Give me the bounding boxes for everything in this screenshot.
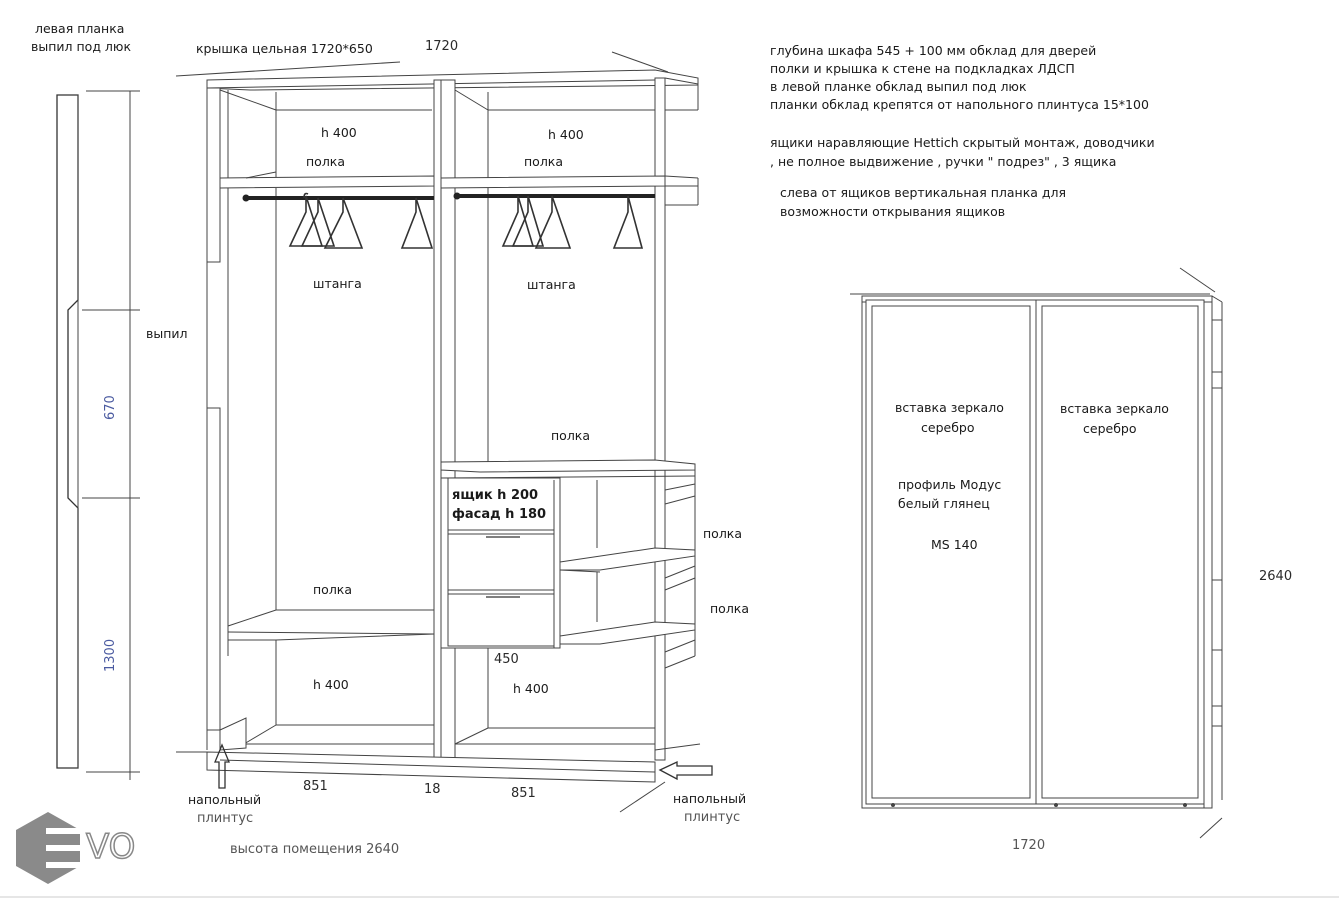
note-6: , не полное выдвижение , ручки " подрез" , 3 ящика	[770, 154, 1117, 169]
shelf-mid-right: полка	[551, 428, 591, 443]
front-width: 1720	[1012, 838, 1046, 853]
plinth-left-2: плинтус	[197, 811, 254, 826]
shelf-bottom-left: полка	[313, 582, 353, 597]
left-strip-title-1: левая планка	[35, 21, 125, 36]
dim-1300: 1300	[103, 638, 118, 672]
left-strip-title-2: выпил под люк	[31, 39, 131, 54]
hangers-left	[290, 194, 432, 249]
room-height: высота помещения 2640	[230, 842, 400, 857]
note-3: в левой планке обклад выпил под люк	[770, 79, 1027, 94]
drawer-label-1: ящик h 200	[452, 488, 539, 503]
shelf-side-2: полка	[710, 601, 750, 616]
note-7: слева от ящиков вертикальная планка для	[780, 185, 1067, 200]
door-left-1: вставка зеркало	[895, 400, 1004, 415]
door-left-2: серебро	[921, 420, 975, 435]
h400-top-left: h 400	[321, 125, 357, 140]
h400-bottom-left: h 400	[313, 677, 349, 692]
dim-851-left: 851	[303, 779, 328, 794]
profile-1: профиль Модус	[898, 477, 1002, 492]
dim-670: 670	[103, 395, 118, 420]
h400-top-right: h 400	[548, 127, 584, 142]
drawer-label-2: фасад h 180	[452, 507, 547, 522]
rod-right: штанга	[527, 277, 576, 292]
shelf-top-right: полка	[524, 154, 564, 169]
note-2: полки и крышка к стене на подкладках ЛДСП	[770, 61, 1075, 76]
note-8: возможности открывания ящиков	[780, 204, 1006, 219]
profile-3: MS 140	[931, 537, 978, 552]
top-width: 1720	[425, 39, 459, 54]
cabinet-interior	[176, 39, 749, 812]
left-strip	[31, 21, 188, 780]
left-strip-outline	[57, 95, 78, 768]
logo-text: VO	[86, 827, 136, 867]
lid-label: крышка цельная 1720*650	[196, 41, 373, 56]
dim-851-right: 851	[511, 786, 536, 801]
plinth-left-1: напольный	[188, 792, 262, 807]
plinth-right-1: напольный	[673, 791, 747, 806]
dim-450: 450	[494, 652, 519, 667]
hangers-right	[503, 196, 642, 248]
door-right-1: вставка зеркало	[1060, 401, 1169, 416]
front-height: 2640	[1259, 569, 1293, 584]
rod-left: штанга	[313, 276, 362, 291]
front-view	[850, 268, 1292, 853]
plinth-arrow-right	[660, 762, 712, 779]
cut-label: выпил	[146, 326, 188, 341]
evo-logo	[16, 812, 135, 884]
note-4: планки обклад крепятся от напольного плинтуса 15*100	[770, 97, 1149, 112]
door-right-2: серебро	[1083, 421, 1137, 436]
dim-18: 18	[424, 782, 441, 797]
shelf-top-left: полка	[306, 154, 346, 169]
shelf-side-1: полка	[703, 526, 743, 541]
plinth-right-2: плинтус	[684, 810, 741, 825]
profile-2: белый глянец	[898, 496, 990, 511]
h400-bottom-right: h 400	[513, 681, 549, 696]
note-5: ящики наравляющие Hettich скрытый монтаж, доводчики	[770, 135, 1155, 150]
note-1: глубина шкафа 545 + 100 мм обклад для дверей	[770, 43, 1097, 58]
notes	[770, 43, 1155, 219]
